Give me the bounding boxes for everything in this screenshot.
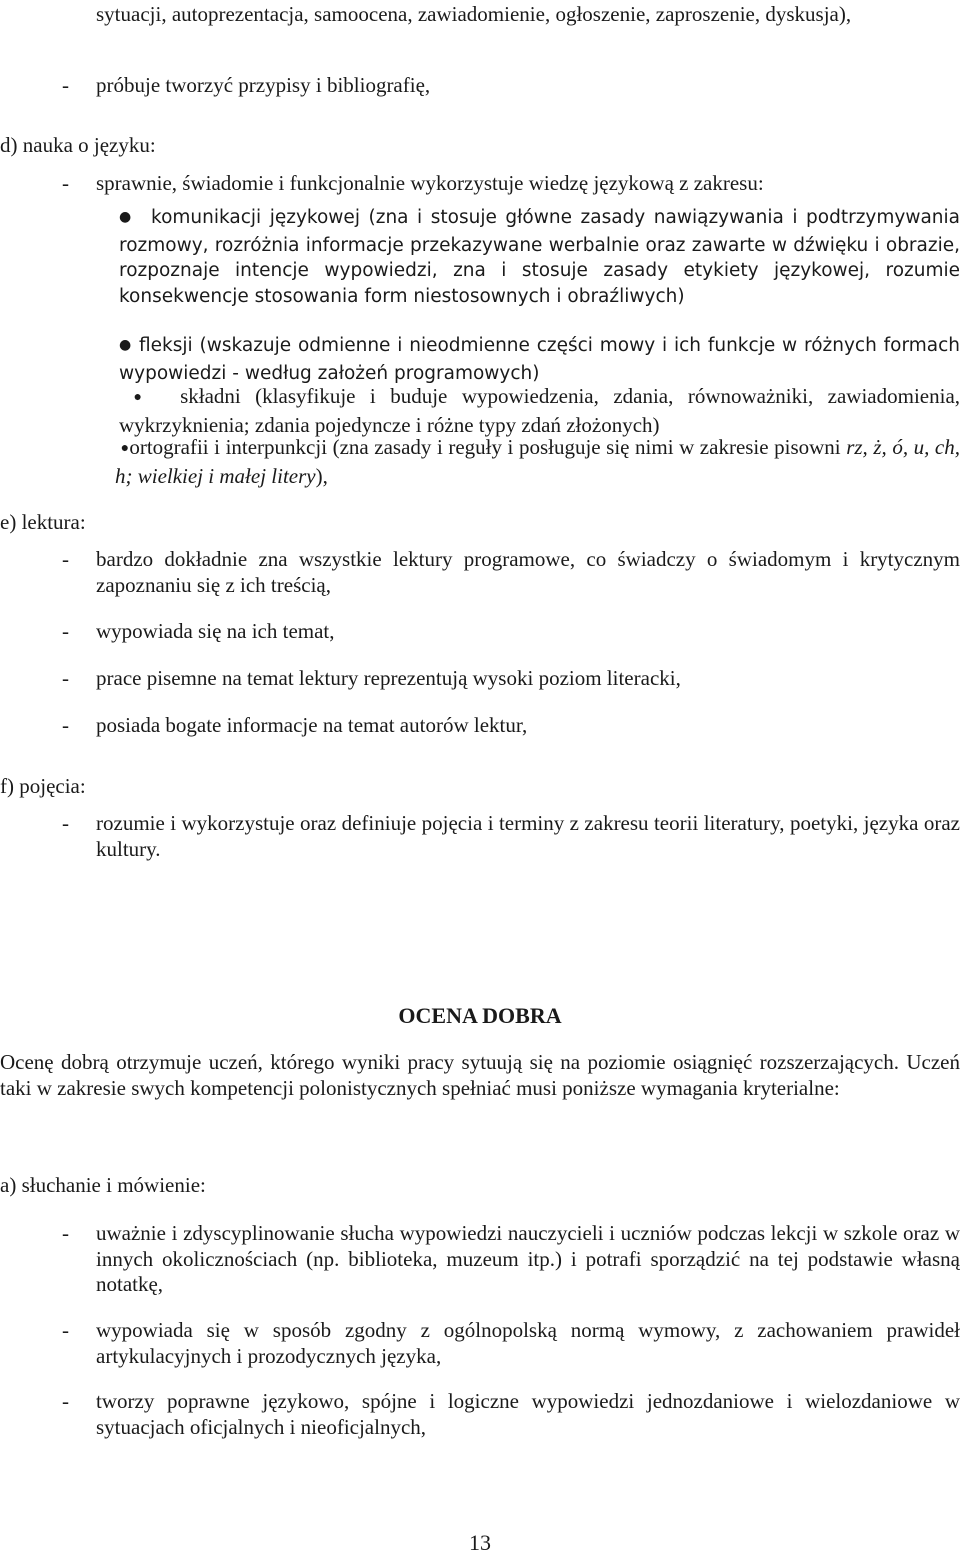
bullet-inflection	[119, 333, 960, 386]
bullet-communication	[119, 205, 960, 309]
list-item-readings: bardzo dokładnie zna wszystkie lektury programowe, co świadczy o świadomym i krytycznym zapoznaniu się z ich treścią,	[96, 547, 960, 597]
section-a-label: a) słuchanie i mówienie:	[0, 1173, 206, 1197]
list-item-footnotes: próbuje tworzyć przypisy i bibliografię,	[96, 73, 431, 97]
bullet-icon: ●	[119, 209, 134, 225]
list-dash: -	[62, 666, 69, 690]
intro-paragraph: Ocenę dobrą otrzymuje uczeń, którego wyniki pracy sytuują się na poziomie osiągnięć rozszerzających. Uczeń taki w zakresie swych kompetencji polonistycznych spełniać musi poniższe wymagania kryterialne:	[0, 1050, 960, 1100]
list-item-written-works: prace pisemne na temat lektury reprezentują wysoki poziom literacki,	[96, 666, 681, 690]
bullet-text: fleksji (wskazuje odmienne i nieodmienne części mowy i ich funkcje w różnych formach wypowiedzi - według założeń programowych)	[119, 335, 960, 384]
list-dash: -	[62, 547, 69, 571]
bullet-text: ortografii i interpunkcji (zna zasady i reguły i posługuje się nimi w zakresie pisowni	[129, 435, 847, 459]
list-dash: -	[62, 713, 69, 737]
list-item-listening: uważnie i zdyscyplinowanie słucha wypowiedzi nauczycieli i uczniów podczas lekcji w szkole oraz w innych okolicznościach (np. biblioteka, muzeum itp.) i potrafi sporządzić na tej podstawie własną notatkę,	[96, 1221, 960, 1296]
bullet-text-italic: rz, ż, ó, u, ch, h; wielkiej i małej litery	[115, 435, 960, 488]
list-dash: -	[62, 73, 69, 97]
list-item-language-knowledge: sprawnie, świadomie i funkcjonalnie wykorzystuje wiedzę językową z zakresu:	[96, 171, 764, 195]
list-dash: -	[62, 1221, 69, 1245]
list-item-authors: posiada bogate informacje na temat autorów lektur,	[96, 713, 528, 737]
continued-list-text: sytuacji, autoprezentacja, samoocena, zawiadomienie, ogłoszenie, zaproszenie, dyskusja),	[96, 2, 852, 26]
page-number: 13	[469, 1530, 491, 1555]
bullet-text: komunikacji językowej (zna i stosuje główne zasady nawiązywania i podtrzymywania rozmowy, rozróżnia informacje przekazywane werbalnie oraz zawarte w dźwięku i obrazie, rozpoznaje intencje wypowiedzi, zna i stosuje zasady etykiety językowej, rozumie konsekwencje stosowania form niestosownych i obraźliwych)	[119, 207, 960, 307]
list-item-pronunciation: wypowiada się w sposób zgodny z ogólnopolską normą wymowy, z zachowaniem prawideł artykulacyjnych i prozodycznych języka,	[96, 1318, 960, 1368]
list-dash: -	[62, 171, 69, 195]
section-d-label: d) nauka o języku:	[0, 133, 156, 157]
bullet-icon: ●	[133, 390, 152, 405]
list-dash: -	[62, 811, 69, 835]
section-f-label: f) pojęcia:	[0, 774, 86, 798]
bullet-text-end: ),	[315, 463, 328, 488]
bullet-orthography	[115, 435, 960, 489]
list-item-speaks: wypowiada się na ich temat,	[96, 619, 335, 643]
list-item-concepts: rozumie i wykorzystuje oraz definiuje pojęcia i terminy z zakresu teorii literatury, poetyki, języka oraz kultury.	[96, 811, 960, 861]
grade-heading: OCENA DOBRA	[398, 1003, 562, 1028]
bullet-text: składni (klasyfikuje i buduje wypowiedzenia, zdania, równoważniki, zawiadomienia, wykrzyknienia; zdania pojedyncze i różne typy zdań złożonych)	[119, 384, 960, 437]
bullet-icon: ●	[120, 441, 130, 456]
bullet-syntax	[119, 384, 960, 438]
list-dash: -	[62, 619, 69, 643]
list-item-statements: tworzy poprawne językowo, spójne i logiczne wypowiedzi jednozdaniowe i wielozdaniowe w sytuacjach oficjalnych i nieoficjalnych,	[96, 1389, 960, 1439]
list-dash: -	[62, 1389, 69, 1413]
section-e-label: e) lektura:	[0, 510, 86, 534]
list-dash: -	[62, 1318, 69, 1342]
bullet-icon: ●	[119, 337, 133, 353]
